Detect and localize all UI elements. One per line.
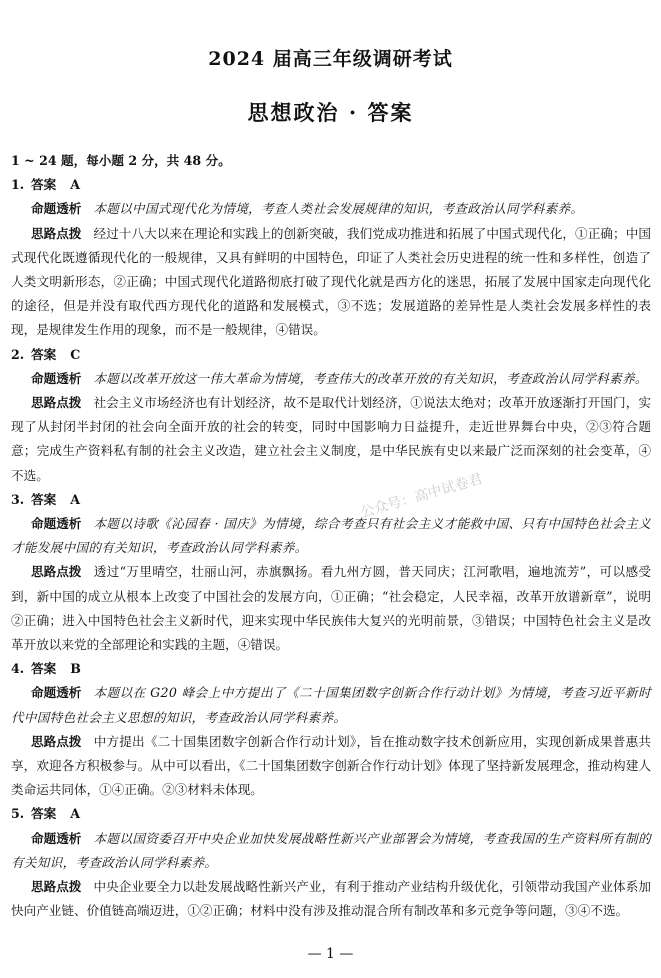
analysis-label: 命题透析 bbox=[31, 201, 82, 217]
analysis-text: 本题以在 G20 峰会上中方提出了《二十国集团数字创新合作行动计划》为情境，考查习近平新时代中国特色社会主义思想的知识，考查政治认同学科素养。 bbox=[11, 685, 651, 725]
guide-text: 透过“万里晴空，壮丽山河，赤旗飘扬。看九州方圆，普天同庆；江河歌唱，遍地流芳”，可以感受到，新中国的成立从根本上改变了中国社会的发展方向，①正确；“社会稳定，人民幸福，改革开放谱新章”，说明②正确；进入中国特色社会主义新时代，迎来实现中华民族伟大复兴的光明前景，③错误；中国特色社会主义是改革开放以来党的全部理论和实践的主题，④错误。 bbox=[11, 564, 651, 653]
analysis-label: 命题透析 bbox=[31, 830, 82, 846]
analysis-text: 本题以中国式现代化为情境，考查人类社会发展规律的知识，考查政治认同学科素养。 bbox=[93, 201, 584, 217]
question-block bbox=[11, 488, 651, 657]
analysis-label: 命题透析 bbox=[31, 370, 82, 386]
question-number: 1. bbox=[11, 177, 25, 193]
question-answer-line bbox=[11, 488, 651, 512]
question-answer-line bbox=[11, 173, 651, 197]
guide-label: 思路点拨 bbox=[31, 733, 82, 749]
analysis-paragraph bbox=[11, 367, 651, 391]
guide-text: 经过十八大以来在理论和实践上的创新突破，我们党成功推进和拓展了中国式现代化，①正确；中国式现代化既遵循现代化的一般规律，又具有鲜明的中国特色，印证了人类社会历史进程的统一性和多样性，创造了人类文明新形态，②正确；中国式现代化道路彻底打破了现代化就是西方化的迷思，拓展了发展中国家走向现代化的途径，但是并没有取代西方现代化的道路和发展模式，③不选；发展道路的差异性是人类社会发展多样性的表现，是规律发生作用的现象，而不是一般规律，④错误。 bbox=[11, 225, 651, 338]
question-number: 3. bbox=[11, 491, 25, 507]
guide-label: 思路点拨 bbox=[31, 879, 82, 895]
answer-choice: A bbox=[70, 491, 80, 507]
question-answer-line bbox=[11, 657, 651, 681]
question-answer-line bbox=[11, 802, 651, 826]
answer-label: 答案 bbox=[31, 346, 57, 362]
exam-title: 2024 届高三年级调研考试 bbox=[208, 48, 453, 70]
scoring-intro: 1 ~ 24 题，每小题 2 分，共 48 分。 bbox=[11, 153, 231, 168]
answer-label: 答案 bbox=[31, 491, 57, 507]
analysis-label: 命题透析 bbox=[31, 516, 82, 532]
question-block bbox=[11, 343, 651, 488]
answer-label: 答案 bbox=[31, 661, 57, 677]
question-list bbox=[11, 173, 651, 923]
watermark-text: 公众号：高中试卷君 bbox=[358, 471, 485, 522]
guide-text: 社会主义市场经济也有计划经济，故不是取代计划经济，①说法太绝对；改革开放逐渐打开国门，实现了从封闭半封闭的社会向全面开放的社会的转变，同时中国影响力日益提升，走近世界舞台中央，②③符合题意；完成生产资料私有制的社会主义改造，建立社会主义制度，是中华民族有史以来最广泛而深刻的社会变革，④不选。 bbox=[11, 395, 651, 483]
guide-paragraph bbox=[11, 391, 651, 488]
analysis-paragraph bbox=[11, 512, 651, 560]
guide-text: 中方提出《二十国集团数字创新合作行动计划》，旨在推动数字技术创新应用，实现创新成果普惠共享，欢迎各方积极参与。从中可以看出，《二十国集团数字创新合作行动计划》体现了坚持新发展理念，推动构建人类命运共同体，①④正确。②③材料未体现。 bbox=[11, 733, 651, 798]
question-answer-line bbox=[11, 343, 651, 367]
question-number: 4. bbox=[11, 661, 25, 677]
guide-label: 思路点拨 bbox=[31, 564, 82, 580]
analysis-text: 本题以改革开放这一伟大革命为情境，考查伟大的改革开放的有关知识，考查政治认同学科素养。 bbox=[93, 370, 648, 386]
answer-subtitle: 思想政治 · 答案 bbox=[247, 100, 414, 125]
question-block bbox=[11, 173, 651, 342]
guide-paragraph bbox=[11, 560, 651, 657]
question-block bbox=[11, 657, 651, 802]
answer-label: 答案 bbox=[31, 177, 57, 193]
answer-choice: C bbox=[70, 346, 81, 362]
question-number: 2. bbox=[11, 346, 25, 362]
answer-choice: A bbox=[70, 806, 80, 822]
guide-paragraph bbox=[11, 730, 651, 803]
analysis-label: 命题透析 bbox=[31, 685, 82, 701]
guide-text: 中央企业要全力以赴发展战略性新兴产业，有利于推动产业结构升级优化，引领带动我国产业体系加快向产业链、价值链高端迈进，①②正确；材料中没有涉及推动混合所有制改革和多元竞争等问题，③④不选。 bbox=[11, 879, 651, 919]
answer-content bbox=[11, 149, 651, 924]
page-number: — 1 — bbox=[307, 946, 354, 962]
answer-choice: B bbox=[70, 661, 81, 677]
guide-paragraph bbox=[11, 222, 651, 343]
answer-choice: A bbox=[70, 177, 80, 193]
guide-label: 思路点拨 bbox=[31, 225, 82, 241]
analysis-text: 本题以诗歌《沁园春 · 国庆》为情境，综合考查只有社会主义才能救中国、只有中国特色社会主义才能发展中国的有关知识，考查政治认同学科素养。 bbox=[11, 516, 651, 556]
question-block bbox=[11, 802, 651, 923]
analysis-paragraph bbox=[11, 197, 651, 221]
guide-label: 思路点拨 bbox=[31, 395, 82, 411]
answer-label: 答案 bbox=[31, 806, 57, 822]
analysis-paragraph bbox=[11, 681, 651, 729]
analysis-text: 本题以国资委召开中央企业加快发展战略性新兴产业部署会为情境，考查我国的生产资料所有制的有关知识，考查政治认同学科素养。 bbox=[11, 830, 651, 870]
question-number: 5. bbox=[11, 806, 25, 822]
analysis-paragraph bbox=[11, 827, 651, 875]
guide-paragraph bbox=[11, 875, 651, 923]
